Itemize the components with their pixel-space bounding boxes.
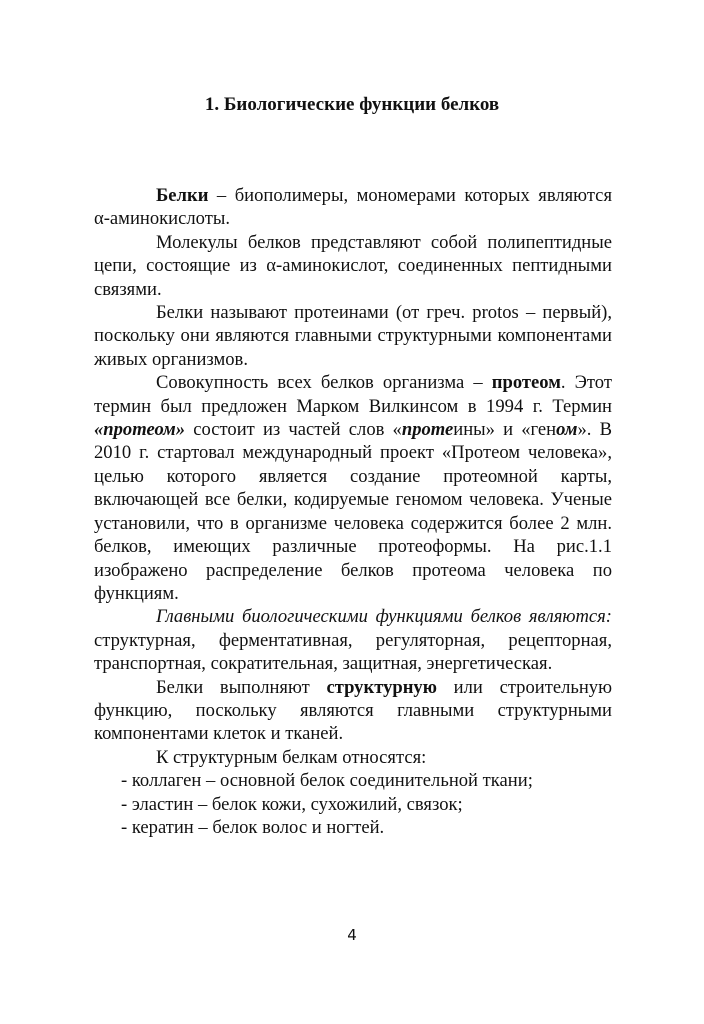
paragraph-structural: Белки выполняют структурную или строительную функцию, поскольку являются главными структурными компонентами клеток и тканей. [94,676,612,745]
term-belki: Белки [156,185,209,206]
term-proteom: протеом [491,372,561,394]
paragraph-molecules: Молекулы белков представляют собой полипептидные цепи, состоящие из α-аминокислот, соединенных пептидными связями. [94,231,612,300]
paragraph-proteins: Белки называют протеинами (от греч. protos – первый), поскольку они являются главными структурными компонентами живых организмов. [94,302,612,370]
term-proteom-quoted: «протеом» [94,419,186,441]
page-number: 4 [347,926,357,944]
section-heading: 1. Биологические функции белков [204,94,500,115]
paragraph-proteome: Совокупность всех белков организма – протеом. Этот термин был предложен Марком Вилкинсом в 1994 г. Термин «протеом» состоит из частей слов «протеины» и «геном». В 2010 г. стартовал международный проект «Протеом человека», целью которого является создание протеомной карты, включающей все белки, кодируемые геномом человека. Ученые установили, что в организме человека содержится более 2 млн. белков, имеющих различные протеоформы. На рис.1.1 изображено распределение белков протеома человека по функциям. [94,372,612,604]
functions-lead: Главными биологическими функциями белков являются: [156,606,612,628]
paragraph-functions: Главными биологическими функциями белков являются: структурная, ферментативная, регуляторная, рецепторная, транспортная, сократительная, защитная, энергетическая. [94,606,612,675]
term-structural: структурную [326,676,437,698]
paragraph-definition: Белки – биополимеры, мономерами которых являются α-аминокислоты. [94,185,612,230]
body-text [94,184,612,839]
list-item: - эластин – белок кожи, сухожилий, связок; [121,793,463,815]
list-item: - коллаген – основной белок соединительной ткани; [121,770,533,792]
list-item: - кератин – белок волос и ногтей. [121,816,385,838]
paragraph-list-intro: К структурным белкам относятся: [156,746,427,768]
